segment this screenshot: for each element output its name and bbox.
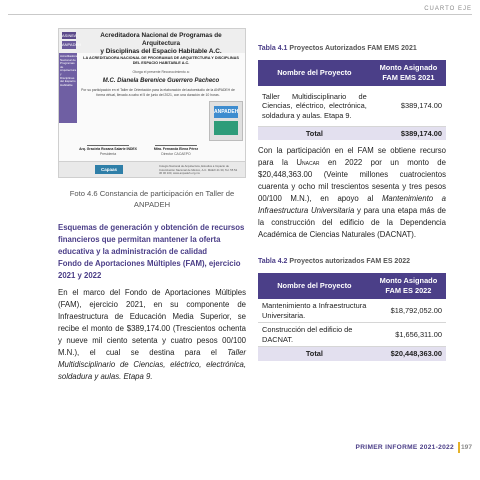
signatory-name: Arq. Graciela Roxana Salarte INDEX xyxy=(79,147,137,151)
paragraph-smallcaps: Unacar xyxy=(296,158,320,167)
project-name-cell: Taller Multidisciplinario de Ciencias, eléctrico, electrónica, soldadura y aulas. Etapa 9. xyxy=(258,86,371,126)
certificate-description: Por su participación en el Taller de Orientación para la elaboración del autoestudio de la ANPADEH de forma virtual, llevado a cabo el 5 de junio del 2021, con una duración de 10 horas. xyxy=(81,88,235,97)
table-caption xyxy=(258,258,410,265)
table-total-row xyxy=(258,126,446,140)
certificate-organization xyxy=(81,56,241,66)
paragraph-text: En el marco del Fondo de Aportaciones Múltiples (FAM), ejercicio 2021, en su componente de Infraestructura de Educación Media Superior, se recibe el monto de $389,174.00 (Trescientos ochenta y nueve mil ciento setenta y cuatro pesos 00/100 M.N.), el cual se destina para el xyxy=(58,288,246,357)
table-caption-label: Tabla 4.2 xyxy=(258,258,288,265)
signatory-role: Presidenta xyxy=(99,152,117,156)
total-value: $389,174.00 xyxy=(371,126,446,140)
project-name-cell: Construcción del edificio de DACNAT. xyxy=(258,323,371,347)
signatory-role: Director CACAEPO xyxy=(161,152,191,156)
fam-ems-2021-table xyxy=(258,60,446,140)
paragraph-italic: Mantenimiento a Infraestructura Universitaria xyxy=(258,194,446,215)
table-caption-text: Proyectos Autorizados FAM EMS 2021 xyxy=(289,45,417,52)
signatory-name: Mtra. Fernanda Elena Pérez xyxy=(153,147,199,151)
column-header: Nombre del Proyecto xyxy=(258,273,371,299)
column-header: Monto Asignado FAM EMS 2021 xyxy=(371,60,446,86)
header-divider xyxy=(8,14,472,15)
amount-cell: $389,174.00 xyxy=(371,86,446,126)
seal-stripe xyxy=(214,121,238,135)
section-subheading: Esquemas de generación y obtención de recursos financieros que permitan mantener la oferta educativa y la administración de calidad xyxy=(58,223,245,256)
anpadeh-logo-icon: ANPADEH xyxy=(62,42,82,47)
table-caption-text: Proyectos autorizados FAM ES 2022 xyxy=(289,258,411,265)
paragraph-text: y para una etapa más de la construcción del edificio de la Dependencia Académica de Ciencias Naturales (DACNAT). xyxy=(258,206,446,239)
signature-line xyxy=(87,145,129,146)
table-row xyxy=(258,323,446,347)
certificate-recipient: M.C. Dianela Berenice Guerrero Pacheco xyxy=(102,78,220,84)
total-label: Total xyxy=(258,126,371,140)
certificate-grant-text: Otorga el presente Reconocimiento a: xyxy=(132,70,190,74)
section-header: CUARTO EJE xyxy=(424,6,472,12)
certificate-side-panel: Acreditadora Nacional de Programas de Arquitectura y Disciplinas del Espacio Habitable xyxy=(59,53,77,123)
paragraph-italic: Taller Multidisciplinario de Ciencias, eléctrico, electrónica, soldadura y aulas. Etapa 9. xyxy=(58,348,246,381)
table-row xyxy=(258,299,446,323)
report-title: PRIMER INFORME 2021-2022 xyxy=(355,444,454,451)
certificate-org-line2: DEL ESPACIO HABITABLE A.C. xyxy=(132,61,190,65)
asinea-logo-icon: ASINEA xyxy=(62,33,77,38)
table-header-row xyxy=(258,273,446,299)
certificate-footer xyxy=(59,161,245,177)
page-number: 197 xyxy=(460,444,472,451)
certificate-seal-icon xyxy=(209,101,243,141)
table-header-row xyxy=(258,60,446,86)
fam-es-2022-table xyxy=(258,273,446,361)
body-paragraph xyxy=(258,145,446,241)
column-header: Monto Asignado FAM ES 2022 xyxy=(371,273,446,299)
certificate-org-line1: LA ACREDITADORA NACIONAL DE PROGRAMAS DE ARQUITECTURA Y DISCIPLINAS xyxy=(83,56,239,60)
total-label: Total xyxy=(258,347,371,361)
column-header: Nombre del Proyecto xyxy=(258,60,371,86)
table-total-row xyxy=(258,347,446,361)
photo-caption xyxy=(58,188,246,210)
photo-caption-label: Foto 4.6 xyxy=(69,189,98,198)
total-value: $20,448,363.00 xyxy=(371,347,446,361)
amount-cell: $18,792,052.00 xyxy=(371,299,446,323)
capaas-logo-icon: Capaas xyxy=(95,165,123,174)
certificate-title xyxy=(81,32,241,56)
project-name-cell: Mantenimiento a Infraestructura Universitaria. xyxy=(258,299,371,323)
table-caption xyxy=(258,45,417,52)
table-caption-label: Tabla 4.1 xyxy=(258,45,288,52)
footer-divider xyxy=(458,442,460,453)
paragraph-text: en 2022 por un monto de $20,448,363.00 (Veinte millones cuatrocientos cuarenta y ocho mil trescientos sesenta y tres pesos 00/100 M.N.), en apoyo al xyxy=(258,158,446,203)
certificate-title-line2: y Disciplinas del Espacio Habitable A.C. xyxy=(100,48,222,55)
certificate-header xyxy=(59,29,245,53)
certificate-title-line1: Acreditadora Nacional de Programas de Arquitectura xyxy=(100,32,222,47)
seal-label: ANPADEH xyxy=(214,106,238,118)
body-paragraph xyxy=(58,287,246,383)
amount-cell: $1,656,311.00 xyxy=(371,323,446,347)
table-row xyxy=(258,86,446,126)
paragraph-text: Con la participación en el FAM se obtiene recurso para la xyxy=(258,146,446,167)
certificate-photo xyxy=(58,28,246,178)
signature-line xyxy=(155,145,197,146)
photo-caption-text: Constancia de participación en Taller de ANPADEH xyxy=(99,189,235,209)
section-title: Fondo de Aportaciones Múltiples (FAM), ejercicio 2021 y 2022 xyxy=(58,259,241,280)
certificate-footer-note: Colegio Nacional de Arquitectura, Estudios a Impacto de Colonización Nacional de México, A.C. MAEX 41 30, Tel. 55 52 36 00 100, www.anpadeh.org.mx xyxy=(159,164,238,176)
